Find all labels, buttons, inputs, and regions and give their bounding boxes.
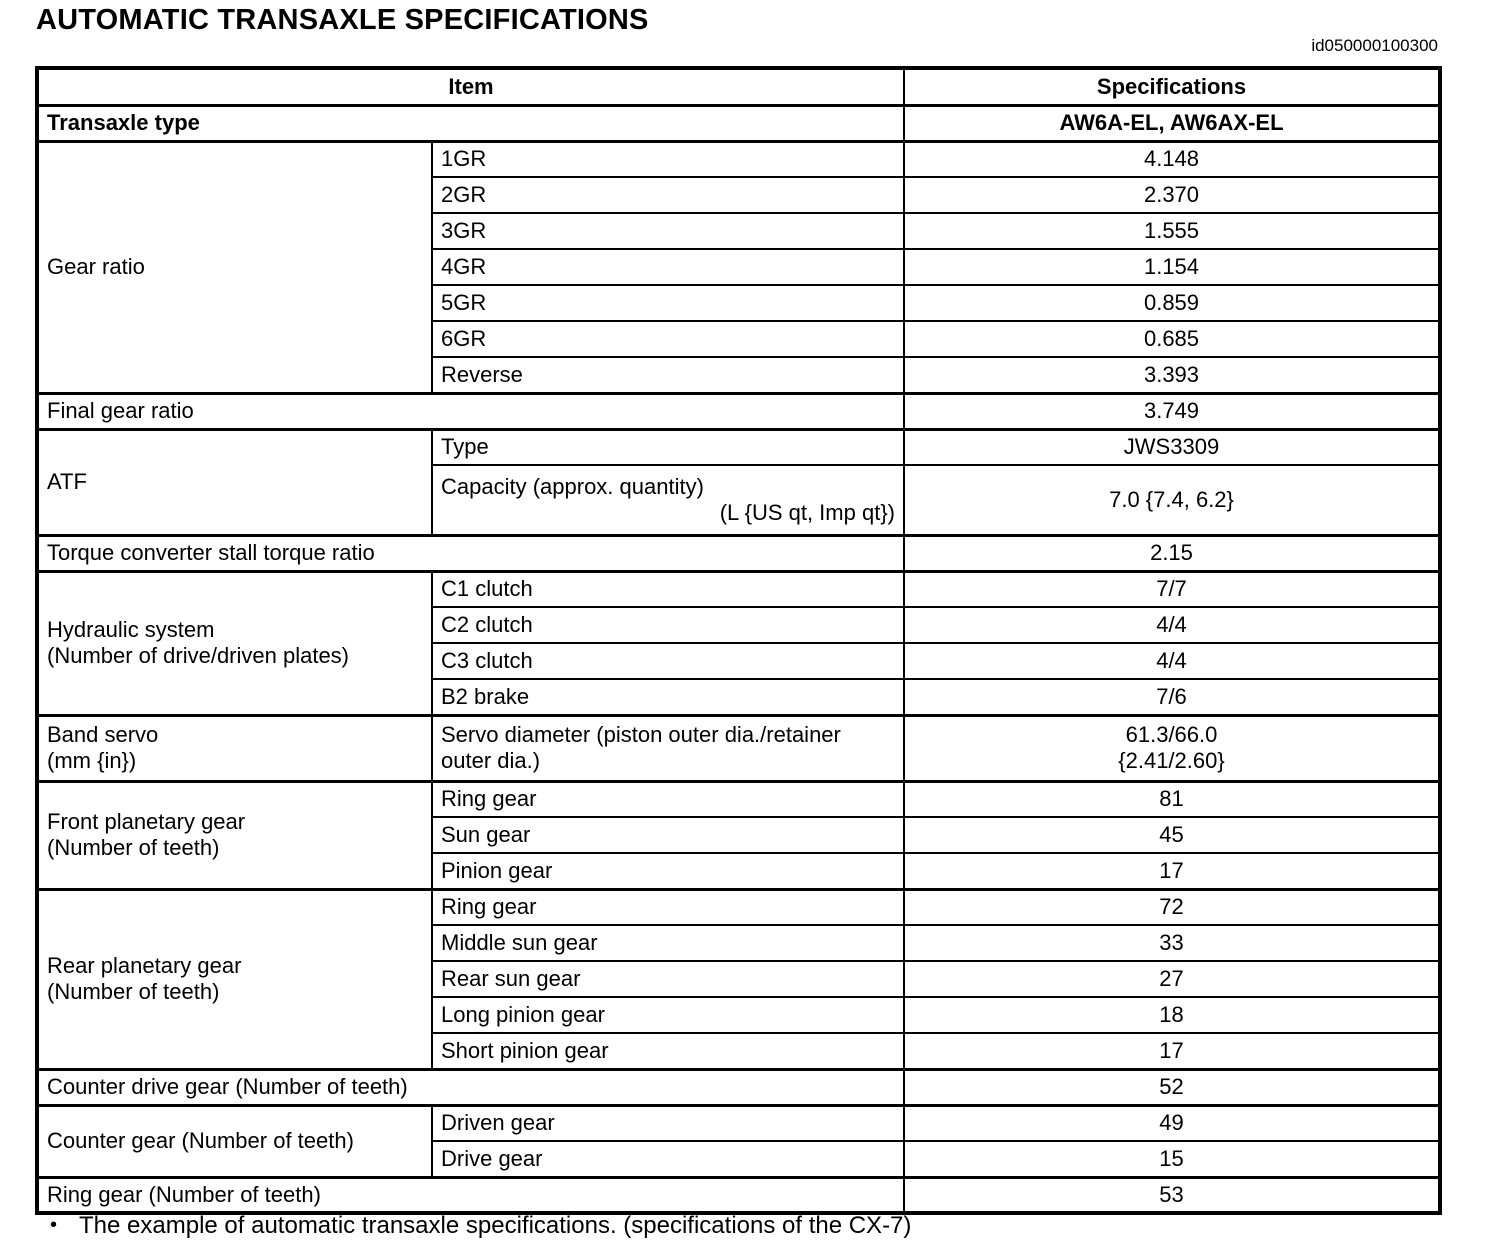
- b2-brake-value: 7/6: [904, 679, 1440, 715]
- gear-1gr-label: 1GR: [432, 141, 904, 177]
- ring-gear-teeth-label: Ring gear (Number of teeth): [37, 1177, 904, 1213]
- footnote-text: The example of automatic transaxle specifications. (specifications of the CX-7): [79, 1212, 912, 1239]
- final-gear-ratio-value: 3.749: [904, 393, 1440, 429]
- front-ring-gear-value: 81: [904, 781, 1440, 817]
- front-sun-gear-value: 45: [904, 817, 1440, 853]
- specifications-table: [35, 66, 1442, 1215]
- hydraulic-system-group-label: [37, 571, 432, 715]
- table-row: [37, 429, 1440, 465]
- table-row: [37, 715, 1440, 781]
- table-row: [37, 571, 1440, 607]
- counter-drive-gear-value: 52: [904, 1069, 1440, 1105]
- c3-clutch-value: 4/4: [904, 643, 1440, 679]
- atf-capacity-value: 7.0 {7.4, 6.2}: [904, 465, 1440, 535]
- table-row: [37, 535, 1440, 571]
- atf-capacity-label: Capacity (approx. quantity): [441, 473, 704, 499]
- table-row: [37, 1105, 1440, 1141]
- table-row: [37, 781, 1440, 817]
- driven-gear-value: 49: [904, 1105, 1440, 1141]
- c3-clutch-label: C3 clutch: [432, 643, 904, 679]
- long-pinion-gear-value: 18: [904, 997, 1440, 1033]
- atf-type-label: Type: [432, 429, 904, 465]
- front-planetary-group-label: [37, 781, 432, 889]
- torque-converter-label: Torque converter stall torque ratio: [37, 535, 904, 571]
- rear-planetary-label-line2: (Number of teeth): [47, 979, 220, 1004]
- rear-ring-gear-value: 72: [904, 889, 1440, 925]
- table-header-row: [37, 68, 1440, 105]
- gear-5gr-label: 5GR: [432, 285, 904, 321]
- driven-gear-label: Driven gear: [432, 1105, 904, 1141]
- atf-capacity-label-cell: [432, 465, 904, 535]
- counter-gear-group-label: Counter gear (Number of teeth): [37, 1105, 432, 1177]
- table-row: [37, 889, 1440, 925]
- hydraulic-system-label-line1: Hydraulic system: [47, 617, 215, 643]
- band-servo-label-line1: Band servo: [47, 722, 159, 748]
- short-pinion-gear-label: Short pinion gear: [432, 1033, 904, 1069]
- transaxle-type-value: AW6A-EL, AW6AX-EL: [904, 105, 1440, 141]
- middle-sun-gear-label: Middle sun gear: [432, 925, 904, 961]
- front-pinion-gear-label: Pinion gear: [432, 853, 904, 889]
- b2-brake-label: B2 brake: [432, 679, 904, 715]
- c2-clutch-label: C2 clutch: [432, 607, 904, 643]
- gear-reverse-value: 3.393: [904, 357, 1440, 393]
- c2-clutch-value: 4/4: [904, 607, 1440, 643]
- table-row: [37, 141, 1440, 177]
- atf-capacity-unit: (L {US qt, Imp qt}): [719, 499, 895, 525]
- servo-diameter-label: [432, 715, 904, 781]
- transaxle-type-label: Transaxle type: [37, 105, 904, 141]
- servo-diameter-label-line1: Servo diameter (piston outer dia./retainer: [441, 722, 841, 748]
- gear-6gr-value: 0.685: [904, 321, 1440, 357]
- rear-sun-gear-value: 27: [904, 961, 1440, 997]
- atf-group-label: ATF: [37, 429, 432, 535]
- footnote: [50, 1212, 911, 1240]
- drive-gear-value: 15: [904, 1141, 1440, 1177]
- front-planetary-label-line1: Front planetary gear: [47, 809, 246, 835]
- front-pinion-gear-value: 17: [904, 853, 1440, 889]
- counter-drive-gear-label: Counter drive gear (Number of teeth): [37, 1069, 904, 1105]
- final-gear-ratio-label: Final gear ratio: [37, 393, 904, 429]
- gear-ratio-group-label: Gear ratio: [37, 141, 432, 393]
- gear-5gr-value: 0.859: [904, 285, 1440, 321]
- gear-2gr-label: 2GR: [432, 177, 904, 213]
- short-pinion-gear-value: 17: [904, 1033, 1440, 1069]
- c1-clutch-value: 7/7: [904, 571, 1440, 607]
- bullet-icon: •: [50, 1214, 58, 1236]
- servo-diameter-value-line1: 61.3/66.0: [1125, 722, 1218, 748]
- front-planetary-label-line2: (Number of teeth): [47, 835, 220, 860]
- middle-sun-gear-value: 33: [904, 925, 1440, 961]
- rear-planetary-label-line1: Rear planetary gear: [47, 953, 242, 979]
- servo-diameter-value-line2: {2.41/2.60}: [1118, 748, 1225, 773]
- front-ring-gear-label: Ring gear: [432, 781, 904, 817]
- band-servo-label-line2: (mm {in}): [47, 748, 137, 773]
- doc-id: id050000100300: [1311, 36, 1438, 55]
- rear-ring-gear-label: Ring gear: [432, 889, 904, 925]
- long-pinion-gear-label: Long pinion gear: [432, 997, 904, 1033]
- gear-6gr-label: 6GR: [432, 321, 904, 357]
- gear-3gr-label: 3GR: [432, 213, 904, 249]
- band-servo-group-label: [37, 715, 432, 781]
- gear-3gr-value: 1.555: [904, 213, 1440, 249]
- rear-sun-gear-label: Rear sun gear: [432, 961, 904, 997]
- atf-type-value: JWS3309: [904, 429, 1440, 465]
- gear-2gr-value: 2.370: [904, 177, 1440, 213]
- rear-planetary-group-label: [37, 889, 432, 1069]
- servo-diameter-label-line2: outer dia.): [441, 748, 541, 773]
- gear-4gr-value: 1.154: [904, 249, 1440, 285]
- front-sun-gear-label: Sun gear: [432, 817, 904, 853]
- table-row: [37, 105, 1440, 141]
- hydraulic-system-label-line2: (Number of drive/driven plates): [47, 643, 350, 668]
- table-row: [37, 393, 1440, 429]
- c1-clutch-label: C1 clutch: [432, 571, 904, 607]
- gear-reverse-label: Reverse: [432, 357, 904, 393]
- servo-diameter-value: [904, 715, 1440, 781]
- header-item: Item: [37, 68, 904, 105]
- drive-gear-label: Drive gear: [432, 1141, 904, 1177]
- ring-gear-teeth-value: 53: [904, 1177, 1440, 1213]
- torque-converter-value: 2.15: [904, 535, 1440, 571]
- header-specifications: Specifications: [904, 68, 1440, 105]
- table-row: [37, 1177, 1440, 1213]
- page-title: AUTOMATIC TRANSAXLE SPECIFICATIONS: [36, 4, 649, 36]
- table-row: [37, 1069, 1440, 1105]
- gear-1gr-value: 4.148: [904, 141, 1440, 177]
- gear-4gr-label: 4GR: [432, 249, 904, 285]
